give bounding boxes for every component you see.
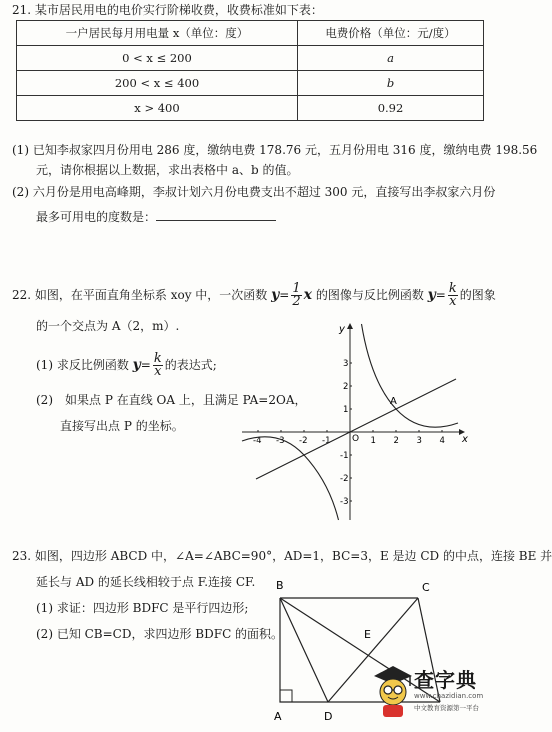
table-row [17, 71, 484, 96]
y-tick-label: 3 [343, 359, 349, 369]
q22-part2-line2: 直接写出点 P 的坐标。 [60, 419, 184, 433]
watermark-url: www.chazidian.com [414, 692, 484, 700]
y-axis-label: y [339, 324, 345, 335]
x-tick-label: 3 [416, 436, 422, 446]
q21-part2-line1: (2) 六月份是用电高峰期，李叔计划六月份电费支出不超过 300 元，直接写出李叔家六月份 [12, 185, 496, 199]
table-cell: b [298, 71, 484, 96]
table-cell: x > 400 [17, 96, 298, 121]
hyperbola-branch-right [362, 324, 459, 427]
q22-intro-line2: 的一个交点为 A（2，m）. [36, 319, 180, 333]
y-tick-label: -2 [340, 474, 349, 484]
q22-part2-line1: (2) 如果点 P 在直线 OA 上，且满足 PA=2OA， [36, 393, 307, 407]
q22-intro: 22. 如图，在平面直角坐标系 xoy 中，一次函数 y= $\frac{1}{2}$ x 的图像与反比例函数 y= $\frac{k}{x}$ 的图象 [12, 281, 496, 309]
x-tick-label: -3 [276, 436, 285, 446]
q21-part1-line1: (1) 已知李叔家四月份用电 286 度，缴纳电费 178.76 元，五月份用电 316 度，缴纳电费 198.56 [12, 143, 538, 157]
x-tick-label: 2 [393, 436, 399, 446]
tier-price-table [16, 20, 484, 121]
y-tick-label: 1 [343, 405, 349, 415]
q21-part1-line2: 元，请你根据以上数据，求出表格中 a、b 的值。 [36, 163, 299, 177]
table-header-row [17, 21, 484, 46]
point-a-label: A [390, 396, 397, 407]
q22-part1: (1) 求反比例函数 y= $\frac{k}{x}$ 的表达式; [36, 351, 217, 379]
fraction-k-over-x: $\frac{k}{x}$ [153, 351, 162, 379]
fraction-one-half: $\frac{1}{2}$ [292, 281, 301, 309]
q21-title: 21. 某市居民用电的电价实行阶梯收费，收费标准如下表： [12, 3, 323, 17]
x-tick-label: -4 [253, 436, 262, 446]
linear-function-line [256, 379, 456, 479]
q23-part2: (2) 已知 CB=CD，求四边形 BDFC 的面积。 [36, 627, 284, 641]
point-e-label: E [364, 628, 371, 641]
table-cell: 200 < x ≤ 400 [17, 71, 298, 96]
q23-part1: (1) 求证：四边形 BDFC 是平行四边形; [36, 601, 249, 615]
right-angle-mark [280, 690, 292, 702]
answer-blank [156, 208, 276, 221]
q23-line2: 延长与 AD 的延长线相较于点 F.连接 CF. [36, 575, 256, 589]
x-tick-label: 1 [370, 436, 376, 446]
vertex-c-label: C [422, 581, 430, 594]
q21-part2-line2: 最多可用电的度数是： [36, 208, 276, 225]
vertex-d-label: D [324, 710, 333, 723]
table-cell: 0 < x ≤ 200 [17, 46, 298, 71]
q23-line1: 23. 如图，四边形 ABCD 中，∠A=∠ABC=90°，AD=1，BC=3，E 是边 CD 的中点，连接 BE 并 [12, 549, 552, 563]
table-row [17, 46, 484, 71]
x-tick-label: 4 [439, 436, 445, 446]
watermark-brand: 查字典 [414, 668, 477, 692]
y-tick-label: 2 [343, 382, 349, 392]
table-row [17, 96, 484, 121]
watermark-tagline: 中文教育资源第一平台 [414, 704, 479, 712]
x-axis-label: x [462, 434, 468, 445]
table-cell: a [298, 46, 484, 71]
fraction-k-over-x: $\frac{k}{x}$ [448, 281, 457, 309]
x-tick-label: -2 [299, 436, 308, 446]
chazidian-watermark-logo [370, 656, 488, 726]
y-tick-label: -3 [340, 497, 349, 507]
mascot-icon [370, 662, 416, 720]
y-tick-label: -1 [340, 451, 349, 461]
table-header-cell: 一户居民每月用电量 x（单位：度） [17, 21, 298, 46]
coordinate-graph [236, 318, 476, 524]
table-header-cell: 电费价格（单位：元/度） [298, 21, 484, 46]
table-cell: 0.92 [298, 96, 484, 121]
vertex-b-label: B [276, 579, 284, 592]
x-tick-label: -1 [322, 436, 331, 446]
origin-label: O [352, 434, 360, 444]
vertex-a-label: A [274, 710, 282, 723]
